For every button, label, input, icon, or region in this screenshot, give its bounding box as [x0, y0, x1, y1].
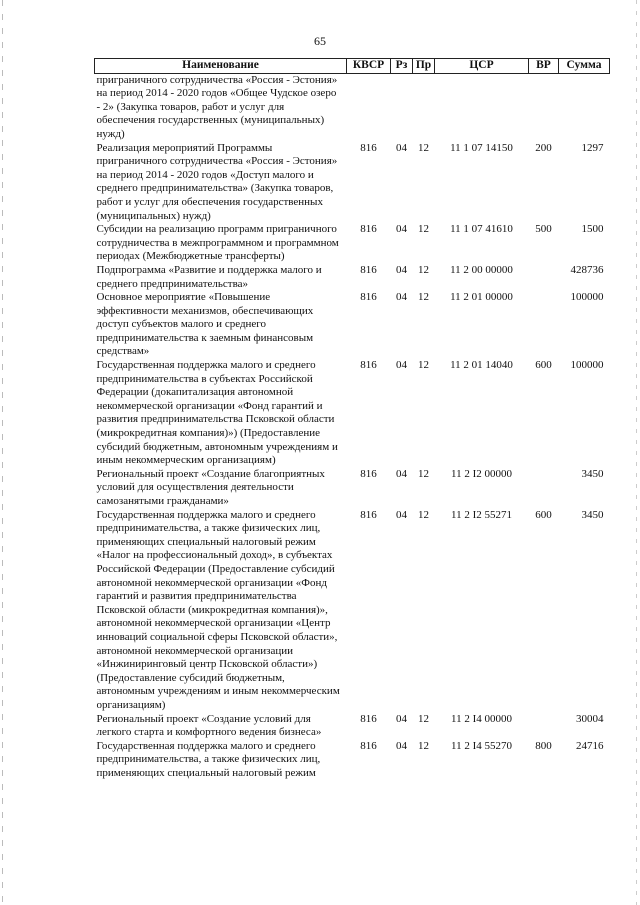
row-kvsr: 816: [360, 739, 377, 752]
row-csr: 11 2 I2 00000: [450, 467, 512, 480]
row-rz: [391, 73, 413, 141]
row-csr: [435, 73, 529, 141]
row-kvsr: 816: [360, 712, 377, 725]
row-kvsr: 816: [360, 223, 377, 236]
row-sum: [559, 73, 610, 141]
row-name: Субсидии на реализацию программ приграничного сотрудничества в межпрограммном и программном периодах (Межбюджетные трансферты): [96, 223, 339, 263]
row-vr: [529, 468, 559, 509]
row-pr: 12: [418, 223, 429, 236]
row-name: Региональный проект «Создание благоприятных условий для осуществления деятельности самозанятыми гражданами»: [96, 467, 325, 507]
row-pr: 12: [418, 141, 429, 154]
header-csr: ЦСР: [435, 59, 529, 74]
table-row: [95, 73, 610, 141]
row-vr: 800: [535, 739, 552, 752]
row-kvsr: 816: [360, 291, 377, 304]
row-name: Реализация мероприятий Программы приграничного сотрудничества «Россия - Эстония» на период 2014 - 2020 годов «Доступ малого и среднего предпринимательства» (Закупка товаров, работ и услуг для обеспечения государственных (муниципальных) нужд): [96, 141, 338, 222]
row-sum: 428736: [570, 263, 604, 276]
row-csr: 11 2 00 00000: [450, 263, 513, 276]
table-row: [95, 468, 610, 509]
row-vr: 500: [535, 223, 552, 236]
row-vr: 200: [535, 141, 552, 154]
row-rz: 04: [396, 467, 407, 480]
row-csr: 11 1 07 41610: [450, 223, 513, 236]
row-name: Подпрограмма «Развитие и поддержка малого и среднего предпринимательства»: [96, 263, 322, 290]
row-sum: 3450: [581, 467, 604, 480]
table-row: [95, 142, 610, 224]
row-sum: 1500: [581, 223, 604, 236]
row-name: Государственная поддержка малого и среднего предпринимательства в субъектах Российской Федерации (докапитализация автономной некоммерческой организации «Фонд гарантий и развития предпринимательства Псковской области (микрокредитная компания)») (Предоставление субсидий бюджетным, автономным учреждениям и иным некоммерческим организациям): [96, 359, 338, 467]
row-pr: 12: [418, 359, 429, 372]
header-pr: Пр: [413, 59, 435, 74]
header-vr: ВР: [529, 59, 559, 74]
row-kvsr: 816: [360, 467, 377, 480]
page-number: 65: [314, 34, 326, 48]
row-sum: 1297: [581, 141, 604, 154]
row-vr: [529, 264, 559, 291]
header-kvsr: КВСР: [347, 59, 391, 74]
scan-edge-right: [636, 0, 637, 905]
table-row: [95, 713, 610, 740]
row-pr: 12: [418, 508, 429, 521]
row-name: Основное мероприятие «Повышение эффективности механизмов, обеспечивающих доступ субъектов малого и среднего предпринимательства к заемным финансовым средствам»: [96, 291, 314, 358]
table-header-row: [95, 59, 610, 74]
row-csr: 11 2 I4 00000: [450, 712, 512, 725]
row-pr: 12: [418, 467, 429, 480]
row-sum: 100000: [570, 291, 604, 304]
table-row: [95, 291, 610, 359]
row-kvsr: 816: [360, 141, 377, 154]
row-vr: 600: [535, 508, 552, 521]
scan-edge-left: [2, 0, 3, 905]
row-csr: 11 1 07 14150: [450, 141, 513, 154]
row-sum: 30004: [576, 712, 604, 725]
header-rz: Рз: [391, 59, 413, 74]
row-pr: [413, 73, 435, 141]
row-rz: 04: [396, 223, 407, 236]
row-pr: 12: [418, 739, 429, 752]
row-name: Государственная поддержка малого и среднего предпринимательства, а также физических лиц, применяющих специальный налоговый режим «Налог на профессиональный доход», в субъектах Российской Федерации (Предоставление субсидий автономной некоммерческой организации «Фонд гарантий и развития предпринимательства Псковской области (микрокредитная компания)», автономной некоммерческой организации «Центр инноваций социальной сферы Псковской области», автономной некоммерческой организации «Инжиниринговый центр Псковской области») (Предоставление субсидий бюджетным, автономным учреждениям и иным некоммерческим организациям): [96, 508, 340, 711]
row-rz: 04: [396, 739, 407, 752]
table-row: [95, 223, 610, 264]
row-rz: 04: [396, 291, 407, 304]
row-csr: 11 2 I4 55270: [450, 739, 512, 752]
row-pr: 12: [418, 712, 429, 725]
row-kvsr: [347, 73, 391, 141]
budget-table: [94, 58, 610, 780]
row-sum: 24716: [576, 739, 604, 752]
row-vr: [529, 291, 559, 359]
row-name: Региональный проект «Создание условий для легкого старта и комфортного ведения бизнеса»: [96, 712, 322, 739]
header-name: Наименование: [95, 59, 347, 74]
row-pr: 12: [418, 263, 429, 276]
row-kvsr: 816: [360, 359, 377, 372]
row-name: приграничного сотрудничества «Россия - Эстония» на период 2014 - 2020 годов «Общее Чудское озеро - 2» (Закупка товаров, работ и услуг для обеспечения государственных (муниципальных) нужд): [96, 73, 338, 140]
row-rz: 04: [396, 263, 407, 276]
table-row: [95, 509, 610, 713]
row-sum: 3450: [581, 508, 604, 521]
row-csr: 11 2 01 14040: [450, 359, 513, 372]
row-csr: 11 2 01 00000: [450, 291, 513, 304]
row-vr: 600: [535, 359, 552, 372]
header-sum: Сумма: [559, 59, 610, 74]
table-row: [95, 264, 610, 291]
row-name: Государственная поддержка малого и среднего предпринимательства, а также физических лиц, применяющих специальный налоговый режим: [96, 739, 321, 779]
row-vr: [529, 73, 559, 141]
row-rz: 04: [396, 508, 407, 521]
row-kvsr: 816: [360, 263, 377, 276]
row-rz: 04: [396, 712, 407, 725]
table-row: [95, 359, 610, 468]
row-pr: 12: [418, 291, 429, 304]
row-rz: 04: [396, 359, 407, 372]
table-row: [95, 740, 610, 781]
row-kvsr: 816: [360, 508, 377, 521]
row-csr: 11 2 I2 55271: [450, 508, 512, 521]
row-sum: 100000: [570, 359, 604, 372]
row-rz: 04: [396, 141, 407, 154]
row-vr: [529, 713, 559, 740]
